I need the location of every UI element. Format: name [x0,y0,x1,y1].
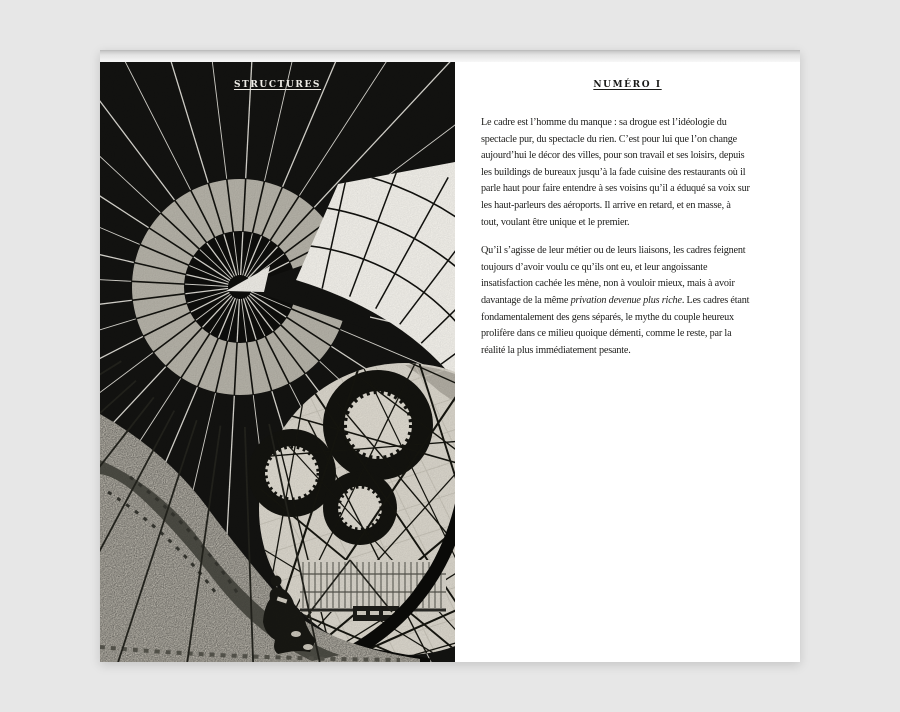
text-line: les haut-parleurs des aéroports. Il arrive en retard, et en masse, à [481,199,731,211]
right-page-header: NUMÉRO I [593,80,662,90]
text-line: spectacle pur, du spectacle du rien. C’est pour lui que l’on change [481,133,737,145]
book-spread [100,50,800,662]
text-line: les buildings de bureaux jusqu’à la fade cuisine des restaurants où il [481,166,746,178]
text-line: insatisfaction cachée les mène, non à vouloir mieux, mais à avoir [481,278,735,290]
text-line: tout, voulant être unique et le premier. [481,216,630,228]
text-line: davantage de la même privation devenue plus riche. Les cadres étant [481,294,750,306]
text-line: toujours d’avoir voulu ce qu’ils ont eu, et leur angoissante [481,261,708,273]
right-page [455,62,800,662]
text-line: fondamentalement des gens séparés, le mythe du couple heureux [481,311,734,323]
paragraph-2 [481,243,783,359]
text-line: prolifère dans ce milieu quoique démenti, comme le reste, par la [481,328,732,340]
structures-photo [100,62,455,662]
photo-grain [100,62,455,662]
text-line: aujourd’hui le décor des villes, pour son travail et ses loisirs, depuis [481,150,745,162]
left-page [100,62,455,662]
text-line: Qu’il s’agisse de leur métier ou de leurs liaisons, les cadres feignent [481,245,746,257]
page-top-edge [100,50,800,62]
body-text [481,115,783,359]
text-line: Le cadre est l’homme du manque : sa drogue est l’idéologie du [481,117,727,128]
text-line: réalité la plus immédiatement pesante. [481,344,631,356]
text-line: parle haut pour faire entendre à ses voisins qu’il a éduqué sa voix sur [481,183,750,195]
paragraph-1 [481,115,783,231]
left-page-header: STRUCTURES [233,80,322,90]
